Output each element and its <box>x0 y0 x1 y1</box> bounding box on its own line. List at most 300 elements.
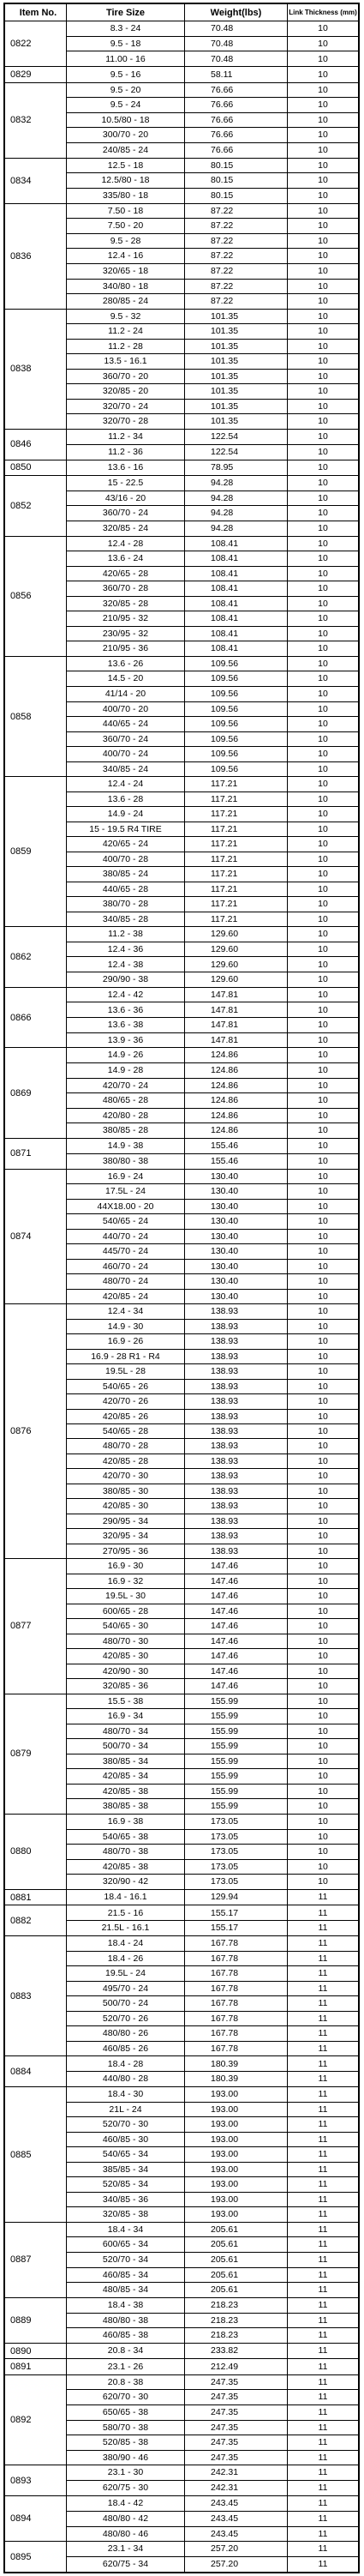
link-thickness-cell: 10 <box>288 1350 358 1364</box>
link-thickness-cell: 10 <box>288 1334 358 1349</box>
weight-cell: 130.40 <box>185 1200 287 1215</box>
tire-size-cell: 440/70 - 24 <box>67 1230 184 1245</box>
tire-size-cell: 9.5 - 18 <box>67 37 184 52</box>
link-thickness-column <box>288 2087 358 2222</box>
tire-size-cell: 480/65 - 28 <box>67 1093 184 1109</box>
tire-size-cell: 360/70 - 28 <box>67 581 184 597</box>
weight-cell: 138.93 <box>185 1350 287 1364</box>
link-thickness-cell: 11 <box>318 2559 328 2570</box>
link-thickness-column <box>288 204 358 309</box>
weight-cell: 242.31 <box>211 2483 239 2494</box>
tire-size-cell: 12.4 - 34 <box>67 1304 184 1319</box>
weight-cell: 101.35 <box>185 324 287 340</box>
tire-size-cell: 420/65 - 28 <box>67 567 184 582</box>
tire-size-column <box>67 67 185 81</box>
weight-column <box>185 430 288 460</box>
item-number: 0892 <box>5 2375 67 2465</box>
link-thickness-cell: 10 <box>318 145 328 156</box>
weight-cell: 155.99 <box>185 1785 287 1800</box>
tire-size-cell: 420/70 - 26 <box>67 1394 184 1409</box>
item-group <box>5 1304 358 1559</box>
tire-size-cell: 380/85 - 34 <box>67 1754 184 1770</box>
link-thickness-cell: 10 <box>288 747 358 762</box>
tire-size-cell: 15 - 19.5 R4 TIRE <box>67 822 184 838</box>
link-thickness-cell: 10 <box>318 523 328 534</box>
link-thickness-cell: 11 <box>288 2012 358 2027</box>
tire-size-column <box>67 2298 185 2343</box>
tire-size-cell: 440/65 - 28 <box>67 882 184 898</box>
tire-size-cell: 320/85 - 36 <box>102 1681 149 1692</box>
tire-size-cell: 13.6 - 36 <box>67 1002 184 1018</box>
item-group <box>5 927 358 988</box>
link-thickness-cell: 11 <box>288 2435 358 2451</box>
weight-cell: 147.46 <box>185 1619 287 1634</box>
item-group <box>5 1890 358 1905</box>
weight-cell: 205.61 <box>185 2237 287 2253</box>
weight-column <box>185 988 288 1048</box>
link-thickness-cell: 10 <box>288 927 358 942</box>
link-thickness-cell: 10 <box>288 1018 358 1033</box>
weight-cell: 78.95 <box>211 462 234 473</box>
link-thickness-cell: 10 <box>288 1364 358 1379</box>
tire-size-cell: 12.4 - 24 <box>67 777 184 792</box>
tire-size-cell: 11.2 - 34 <box>67 430 184 445</box>
link-thickness-cell: 11 <box>318 2073 328 2085</box>
link-thickness-cell: 10 <box>288 204 358 220</box>
tire-size-cell: 23.1 - 34 <box>67 2542 184 2557</box>
item-group <box>5 83 358 159</box>
tire-size-cell: 16.9 - 30 <box>67 1559 184 1574</box>
weight-column <box>185 927 288 987</box>
weight-cell: 94.28 <box>185 506 287 521</box>
link-thickness-cell: 11 <box>288 2268 358 2284</box>
item-group <box>5 2496 358 2542</box>
weight-cell: 218.23 <box>211 2330 239 2341</box>
tire-size-column <box>67 2223 185 2297</box>
weight-cell: 138.93 <box>185 1320 287 1334</box>
link-thickness-cell: 10 <box>288 581 358 597</box>
tire-size-cell: 380/80 - 38 <box>102 1155 149 1166</box>
weight-cell: 147.46 <box>185 1634 287 1650</box>
link-thickness-column <box>288 2375 358 2465</box>
weight-cell: 167.78 <box>185 2012 287 2027</box>
weight-column <box>185 1890 288 1905</box>
header-tire-size: Tire Size <box>67 4 185 21</box>
item-number: 0883 <box>5 1936 67 2055</box>
link-thickness-cell: 10 <box>288 1093 358 1109</box>
item-number: 0856 <box>5 537 67 656</box>
link-thickness-cell: 10 <box>318 974 328 985</box>
weight-column <box>185 2344 288 2358</box>
weight-cell: 87.22 <box>185 249 287 264</box>
link-thickness-cell: 11 <box>318 2483 328 2494</box>
weight-column <box>185 2056 288 2086</box>
weight-cell: 122.54 <box>211 446 239 457</box>
weight-cell: 247.35 <box>211 2452 239 2463</box>
tire-size-cell: 320/85 - 20 <box>67 384 184 400</box>
tire-size-cell: 445/70 - 24 <box>67 1244 184 1260</box>
tire-size-cell: 44X18.00 - 20 <box>67 1200 184 1215</box>
weight-cell: 117.21 <box>185 867 287 882</box>
weight-cell: 205.61 <box>185 2223 287 2238</box>
weight-cell: 101.35 <box>185 370 287 385</box>
tire-size-column <box>67 2087 185 2222</box>
link-thickness-column <box>288 2298 358 2343</box>
tire-size-cell: 480/80 - 38 <box>67 2314 184 2329</box>
link-thickness-cell: 10 <box>288 702 358 718</box>
item-number: 0871 <box>5 1139 67 1169</box>
weight-cell: 205.61 <box>211 2284 239 2296</box>
tire-size-cell: 9.5 - 20 <box>67 83 184 99</box>
weight-cell: 94.28 <box>185 491 287 507</box>
tire-size-cell: 520/70 - 30 <box>67 2117 184 2133</box>
item-group <box>5 1936 358 2056</box>
weight-cell: 109.56 <box>185 702 287 718</box>
link-thickness-column <box>288 430 358 460</box>
tire-size-cell: 320/65 - 18 <box>67 264 184 280</box>
weight-cell: 109.56 <box>185 732 287 748</box>
tire-size-cell: 290/95 - 34 <box>67 1514 184 1529</box>
weight-cell: 218.23 <box>185 2298 287 2314</box>
item-number: 0829 <box>5 67 67 81</box>
link-thickness-cell: 11 <box>318 2361 328 2372</box>
link-thickness-cell: 10 <box>288 128 358 143</box>
tire-size-cell: 12.4 - 36 <box>67 942 184 958</box>
tire-size-cell: 10.5/80 - 18 <box>67 113 184 129</box>
weight-column <box>185 460 288 475</box>
weight-cell: 101.35 <box>185 400 287 415</box>
link-thickness-column <box>288 927 358 987</box>
tire-size-cell: 380/85 - 30 <box>67 1484 184 1499</box>
link-thickness-cell: 11 <box>288 1982 358 1997</box>
tire-size-cell: 320/85 - 38 <box>102 2209 149 2220</box>
item-number: 0862 <box>5 927 67 987</box>
weight-column <box>185 476 288 536</box>
link-thickness-cell: 11 <box>288 2133 358 2148</box>
tire-size-cell: 19.5L - 28 <box>67 1364 184 1379</box>
tire-size-cell: 460/85 - 34 <box>67 2268 184 2284</box>
link-thickness-cell: 10 <box>288 1184 358 1200</box>
link-thickness-cell: 11 <box>288 2087 358 2103</box>
weight-cell: 173.05 <box>185 1860 287 1875</box>
item-number: 0887 <box>5 2223 67 2297</box>
link-thickness-cell: 10 <box>288 627 358 642</box>
tire-size-cell: 480/70 - 24 <box>67 1274 184 1290</box>
tire-size-cell: 16.9 - 24 <box>67 1170 184 1185</box>
tire-size-cell: 360/70 - 24 <box>67 732 184 748</box>
weight-cell: 173.05 <box>185 1845 287 1860</box>
weight-cell: 138.93 <box>185 1380 287 1394</box>
tire-size-cell: 14.9 - 38 <box>67 1139 184 1154</box>
tire-size-cell: 20.8 - 34 <box>107 2345 144 2356</box>
weight-cell: 147.46 <box>185 1559 287 1574</box>
tire-size-cell: 18.4 - 34 <box>67 2223 184 2238</box>
item-group <box>5 988 358 1049</box>
weight-cell: 87.22 <box>185 280 287 295</box>
weight-cell: 109.56 <box>185 687 287 702</box>
tire-size-column <box>67 1694 185 1814</box>
item-number: 0836 <box>5 204 67 309</box>
link-thickness-cell: 10 <box>288 1244 358 1260</box>
item-number: 0877 <box>5 1559 67 1694</box>
weight-cell: 147.81 <box>185 1002 287 1018</box>
tire-size-column <box>67 21 185 66</box>
tire-size-cell: 240/85 - 24 <box>102 145 149 156</box>
item-group <box>5 1170 358 1305</box>
weight-column <box>185 1905 288 1935</box>
weight-cell: 138.93 <box>185 1484 287 1499</box>
weight-cell: 129.94 <box>211 1892 239 1903</box>
tire-size-cell: 13.5 - 16.1 <box>67 354 184 370</box>
weight-column <box>185 2298 288 2343</box>
link-thickness-cell: 11 <box>288 2405 358 2421</box>
link-thickness-cell: 10 <box>288 882 358 898</box>
link-thickness-column <box>288 2359 358 2374</box>
link-thickness-cell: 10 <box>288 1815 358 1830</box>
weight-cell: 108.41 <box>185 581 287 597</box>
link-thickness-cell: 10 <box>288 310 358 325</box>
item-number: 0832 <box>5 83 67 158</box>
item-number: 0894 <box>5 2496 67 2541</box>
link-thickness-column <box>288 2223 358 2297</box>
weight-cell: 101.35 <box>211 416 239 427</box>
tire-size-cell: 19.5L - 24 <box>67 1966 184 1982</box>
tire-size-cell: 380/85 - 28 <box>102 1125 149 1136</box>
item-number: 0884 <box>5 2056 67 2086</box>
link-thickness-cell: 10 <box>288 1724 358 1740</box>
weight-cell: 193.00 <box>185 2163 287 2178</box>
item-number: 0859 <box>5 777 67 926</box>
weight-cell: 129.60 <box>185 927 287 942</box>
weight-cell: 167.78 <box>185 1982 287 1997</box>
tire-size-column <box>67 1905 185 1935</box>
link-thickness-cell: 11 <box>288 2026 358 2042</box>
weight-cell: 193.00 <box>211 2209 239 2220</box>
link-thickness-cell: 11 <box>288 2298 358 2314</box>
tire-size-cell: 540/65 - 28 <box>67 1424 184 1439</box>
link-thickness-cell: 10 <box>288 657 358 672</box>
tire-size-cell: 20.8 - 38 <box>67 2375 184 2391</box>
weight-cell: 94.28 <box>211 523 234 534</box>
tire-size-cell: 18.4 - 42 <box>67 2496 184 2512</box>
link-thickness-cell: 10 <box>288 1079 358 1094</box>
weight-column <box>185 21 288 66</box>
weight-cell: 155.99 <box>185 1694 287 1710</box>
tire-size-column <box>67 430 185 460</box>
link-thickness-cell: 10 <box>288 611 358 627</box>
link-thickness-column <box>288 537 358 656</box>
item-number: 0882 <box>5 1905 67 1935</box>
tire-size-cell: 400/70 - 20 <box>67 702 184 718</box>
weight-cell: 87.22 <box>185 234 287 250</box>
weight-cell: 138.93 <box>185 1499 287 1514</box>
link-thickness-cell: 10 <box>288 37 358 52</box>
link-thickness-cell: 10 <box>288 897 358 912</box>
link-thickness-cell: 10 <box>318 913 328 924</box>
tire-size-cell: 18.4 - 26 <box>67 1952 184 1967</box>
tire-size-cell: 440/65 - 24 <box>67 717 184 732</box>
tire-size-cell: 16.9 - 32 <box>67 1574 184 1590</box>
tire-size-column <box>67 2542 185 2572</box>
weight-cell: 108.41 <box>185 627 287 642</box>
link-thickness-cell: 10 <box>318 1545 328 1556</box>
weight-cell: 117.21 <box>211 913 238 924</box>
weight-cell: 109.56 <box>185 717 287 732</box>
link-thickness-cell: 11 <box>288 1952 358 1967</box>
weight-cell: 193.00 <box>185 2103 287 2118</box>
tire-size-column <box>67 476 185 536</box>
tire-size-cell: 320/90 - 42 <box>102 1876 149 1887</box>
weight-cell: 58.11 <box>211 69 233 80</box>
weight-cell: 124.86 <box>185 1048 287 1063</box>
tire-size-cell: 15 - 22.5 <box>67 476 184 491</box>
item-group <box>5 657 358 777</box>
weight-column <box>185 1304 288 1558</box>
weight-column <box>185 83 288 158</box>
weight-cell: 138.93 <box>185 1529 287 1544</box>
link-thickness-cell: 10 <box>288 1664 358 1680</box>
link-thickness-cell: 10 <box>288 1230 358 1245</box>
link-thickness-cell: 10 <box>288 551 358 567</box>
item-number: 0876 <box>5 1304 67 1558</box>
weight-cell: 155.99 <box>185 1739 287 1754</box>
tire-size-column <box>67 1559 185 1694</box>
weight-cell: 138.93 <box>185 1469 287 1484</box>
tire-size-cell: 17.5L - 24 <box>67 1184 184 1200</box>
tire-size-cell: 19.5L - 30 <box>67 1589 184 1604</box>
header-weight: Weight(lbs) <box>185 4 288 21</box>
item-group <box>5 2542 358 2572</box>
tire-size-column <box>67 159 185 203</box>
tire-size-column <box>67 2465 185 2495</box>
item-group <box>5 2056 358 2087</box>
link-thickness-column <box>288 1048 358 1137</box>
link-thickness-column <box>288 988 358 1048</box>
weight-cell: 130.40 <box>185 1230 287 1245</box>
link-thickness-column <box>288 2496 358 2541</box>
weight-cell: 180.39 <box>211 2073 239 2085</box>
link-thickness-cell: 11 <box>288 2193 358 2208</box>
tire-size-column <box>67 2359 185 2374</box>
weight-cell: 138.93 <box>185 1454 287 1469</box>
tire-size-cell: 540/65 - 26 <box>67 1380 184 1394</box>
weight-cell: 109.56 <box>211 763 239 774</box>
weight-cell: 76.66 <box>185 113 287 129</box>
weight-cell: 94.28 <box>185 476 287 491</box>
link-thickness-cell: 10 <box>288 476 358 491</box>
weight-cell: 87.22 <box>185 219 287 234</box>
weight-cell: 155.46 <box>211 1155 239 1166</box>
weight-column <box>185 2223 288 2297</box>
tire-size-cell: 11.2 - 36 <box>108 446 143 457</box>
item-group <box>5 2087 358 2223</box>
link-thickness-cell: 11 <box>288 2147 358 2163</box>
weight-cell: 243.45 <box>185 2496 287 2512</box>
weight-cell: 117.21 <box>185 822 287 838</box>
tire-size-column <box>67 537 185 656</box>
weight-cell: 101.35 <box>185 354 287 370</box>
tire-size-cell: 400/70 - 28 <box>67 852 184 868</box>
weight-cell: 147.46 <box>211 1681 239 1692</box>
link-thickness-cell: 10 <box>318 643 328 654</box>
weight-cell: 117.21 <box>185 792 287 808</box>
weight-cell: 247.35 <box>185 2375 287 2391</box>
link-thickness-column <box>288 21 358 66</box>
weight-column <box>185 777 288 926</box>
tire-size-column <box>67 927 185 987</box>
weight-cell: 193.00 <box>185 2087 287 2103</box>
item-group <box>5 1559 358 1694</box>
weight-cell: 155.99 <box>211 1801 239 1812</box>
link-thickness-cell: 11 <box>318 2528 328 2539</box>
tire-size-cell: 360/70 - 24 <box>67 506 184 521</box>
link-thickness-cell: 10 <box>318 1034 328 1045</box>
weight-cell: 147.46 <box>185 1664 287 1680</box>
tire-size-cell: 540/65 - 24 <box>67 1214 184 1230</box>
tire-size-cell: 540/65 - 38 <box>67 1830 184 1845</box>
link-thickness-cell: 10 <box>288 400 358 415</box>
weight-cell: 205.61 <box>185 2253 287 2268</box>
tire-size-cell: 280/85 - 24 <box>102 296 149 307</box>
weight-cell: 124.86 <box>211 1125 239 1136</box>
tire-size-cell: 9.5 - 32 <box>67 310 184 325</box>
tire-size-cell: 335/80 - 18 <box>102 190 149 202</box>
tire-size-column <box>67 83 185 158</box>
item-number: 0822 <box>5 21 67 66</box>
tire-size-cell: 385/85 - 34 <box>67 2163 184 2178</box>
link-thickness-cell: 10 <box>288 1484 358 1499</box>
weight-cell: 108.41 <box>185 537 287 552</box>
link-thickness-cell: 10 <box>288 1589 358 1604</box>
link-thickness-cell: 11 <box>288 2542 358 2557</box>
tire-size-cell: 16.9 - 34 <box>67 1709 184 1724</box>
weight-cell: 80.15 <box>185 159 287 174</box>
link-thickness-cell: 10 <box>288 1739 358 1754</box>
tire-size-cell: 16.9 - 38 <box>67 1815 184 1830</box>
item-group <box>5 2298 358 2344</box>
weight-cell: 76.66 <box>185 98 287 113</box>
tire-size-cell: 500/70 - 24 <box>67 1996 184 2012</box>
weight-cell: 147.46 <box>185 1649 287 1664</box>
link-thickness-column <box>288 159 358 203</box>
link-thickness-cell: 10 <box>288 1260 358 1275</box>
tire-size-cell: 14.9 - 30 <box>67 1320 184 1334</box>
link-thickness-cell: 10 <box>288 370 358 385</box>
weight-cell: 173.05 <box>185 1830 287 1845</box>
link-thickness-cell: 10 <box>288 687 358 702</box>
tire-size-column <box>67 657 185 776</box>
link-thickness-cell: 10 <box>288 1830 358 1845</box>
link-thickness-cell: 10 <box>288 597 358 612</box>
item-number: 0834 <box>5 159 67 203</box>
tire-size-cell: 420/70 - 24 <box>67 1079 184 1094</box>
weight-cell: 155.99 <box>185 1754 287 1770</box>
weight-cell: 129.60 <box>211 974 239 985</box>
item-number: 0846 <box>5 430 67 460</box>
tire-size-cell: 16.9 - 26 <box>67 1334 184 1349</box>
tire-size-cell: 11.2 - 24 <box>67 324 184 340</box>
link-thickness-cell: 11 <box>288 2314 358 2329</box>
tire-size-cell: 23.1 - 26 <box>107 2361 144 2372</box>
link-thickness-cell: 10 <box>288 249 358 264</box>
weight-cell: 138.93 <box>185 1364 287 1379</box>
item-number: 0866 <box>5 988 67 1048</box>
link-thickness-cell: 10 <box>288 822 358 838</box>
weight-cell: 138.93 <box>185 1514 287 1529</box>
link-thickness-cell: 10 <box>288 807 358 822</box>
tire-size-cell: 480/80 - 42 <box>67 2512 184 2527</box>
weight-cell: 108.41 <box>185 551 287 567</box>
